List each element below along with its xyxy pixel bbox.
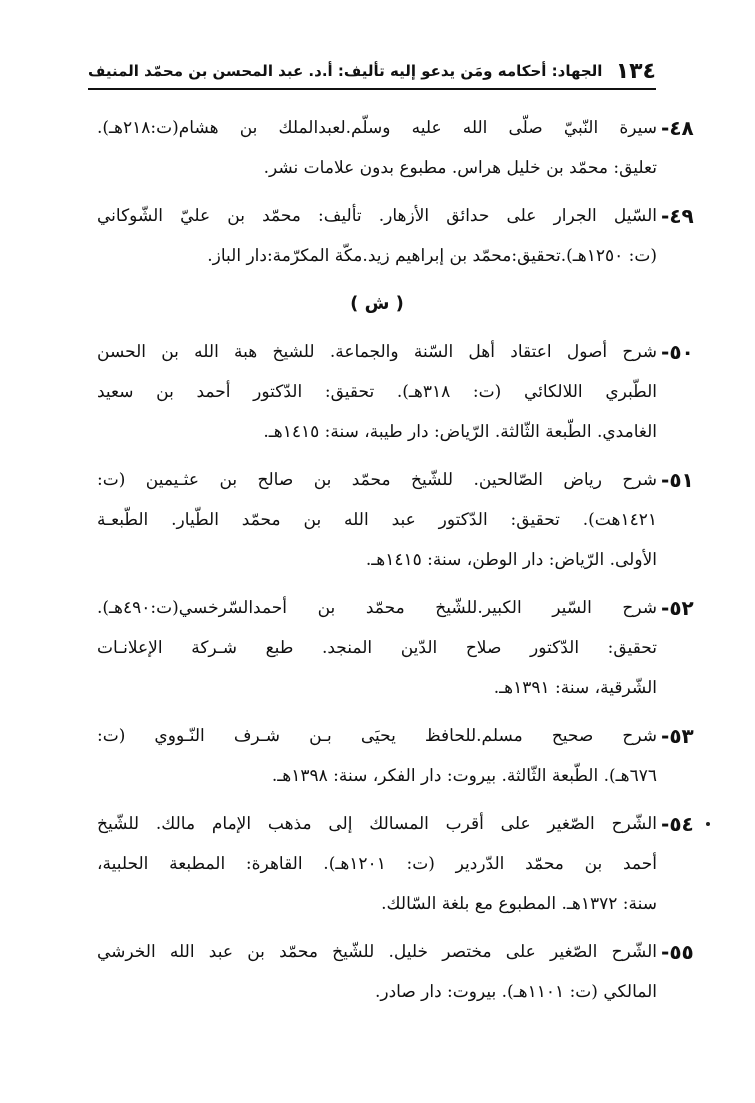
list-item	[97, 332, 694, 452]
entry-number: ٤٨-	[661, 116, 694, 140]
list-item	[97, 460, 694, 580]
entry-line: الطّبري اللالكائي (ت: ٣١٨هـ). تحقيق: الدّكتور أحمد بن سعيد	[97, 382, 657, 402]
entry-line: شرح صحيح مسلم.للحافظ يحيَى بـن شـرف النّـووي (ت:	[97, 726, 657, 746]
entry-number: ٥١-	[661, 468, 694, 492]
list-item	[97, 932, 694, 1012]
entry-line: الغامدي. الطّبعة الثّالثة. الرّياض: دار طيبة، سنة: ١٤١٥هـ.	[263, 422, 657, 442]
entry-line: شرح السّير الكبير.للشّيخ محمّد بن أحمدالسّرخسي(ت:٤٩٠هـ).	[97, 598, 657, 618]
page-number: ١٣٤	[615, 58, 656, 84]
entry-number: ٥٤-	[661, 812, 694, 836]
entry-line: ٦٧٦هـ). الطّبعة الثّالثة. بيروت: دار الفكر، سنة: ١٣٩٨هـ.	[271, 766, 657, 786]
entry-line: السّيل الجرار على حدائق الأزهار. تأليف: محمّد بن عليّ الشّوكاني	[97, 206, 657, 226]
entry-line: تعليق: محمّد بن خليل هراس. مطبوع بدون علامات نشر.	[263, 158, 657, 178]
entry-line: الشّرقية، سنة: ١٣٩١هـ.	[493, 678, 657, 698]
header-title: الجهاد: أحكامه ومَن يدعو إليه تأليف: أ.د. عبد المحسن بن محمّد المنيف	[88, 62, 603, 80]
list-item	[97, 108, 694, 188]
list-item	[97, 588, 694, 708]
entry-line: شرح أصول اعتقاد أهل السّنة والجماعة. للشيخ هبة الله بن الحسن	[97, 342, 657, 362]
entry-line: سنة: ١٣٧٢هـ. المطبوع مع بلغة السّالك.	[381, 894, 657, 914]
entry-line: الشّرح الصّغير على أقرب المسالك إلى مذهب الإمام مالك. للشّيخ	[97, 814, 657, 834]
section-heading: ( ش )	[350, 293, 404, 314]
entry-number: ٥٣-	[661, 724, 694, 748]
list-item	[97, 196, 694, 276]
list-item	[97, 716, 694, 796]
entry-line: شرح رياض الصّالحين. للشّيخ محمّد بن صالح بن عثـيمين (ت:	[97, 470, 657, 490]
entry-number: ٥٢-	[661, 596, 694, 620]
running-header	[88, 54, 656, 90]
entry-line: المالكي (ت: ١١٠١هـ). بيروت: دار صادر.	[374, 982, 657, 1002]
entry-number: ٥٥-	[661, 940, 694, 964]
entry-number: ٤٩-	[661, 204, 694, 228]
entry-line: الشّرح الصّغير على مختصر خليل. للشّيخ محمّد بن عبد الله الخرشي	[97, 942, 657, 962]
stray-mark	[706, 822, 710, 826]
bibliography-list	[97, 108, 694, 1020]
entry-line: الأولى. الرّياض: دار الوطن، سنة: ١٤١٥هـ.	[365, 550, 657, 570]
entry-line: (ت: ١٢٥٠هـ).تحقيق:محمّد بن إبراهيم زيد.مكّة المكرّمة:دار الباز.	[207, 246, 657, 266]
list-item	[97, 804, 694, 924]
entry-line: أحمد بن محمّد الدّردير (ت: ١٢٠١هـ). القاهرة: المطبعة الحلبية،	[97, 854, 657, 874]
entry-line: ١٤٢١هت). تحقيق: الدّكتور عبد الله بن محمّد الطّيار. الطّبعـة	[97, 510, 657, 530]
entry-line: تحقيق: الدّكتور صلاح الدّين المنجد. طبع شـركة الإعلانـات	[97, 638, 657, 658]
entry-line: سيرة النّبيّ صلّى الله عليه وسلّم.لعبدالملك بن هشام(ت:٢١٨هـ).	[97, 118, 657, 138]
entry-number: ٥٠-	[661, 340, 694, 364]
